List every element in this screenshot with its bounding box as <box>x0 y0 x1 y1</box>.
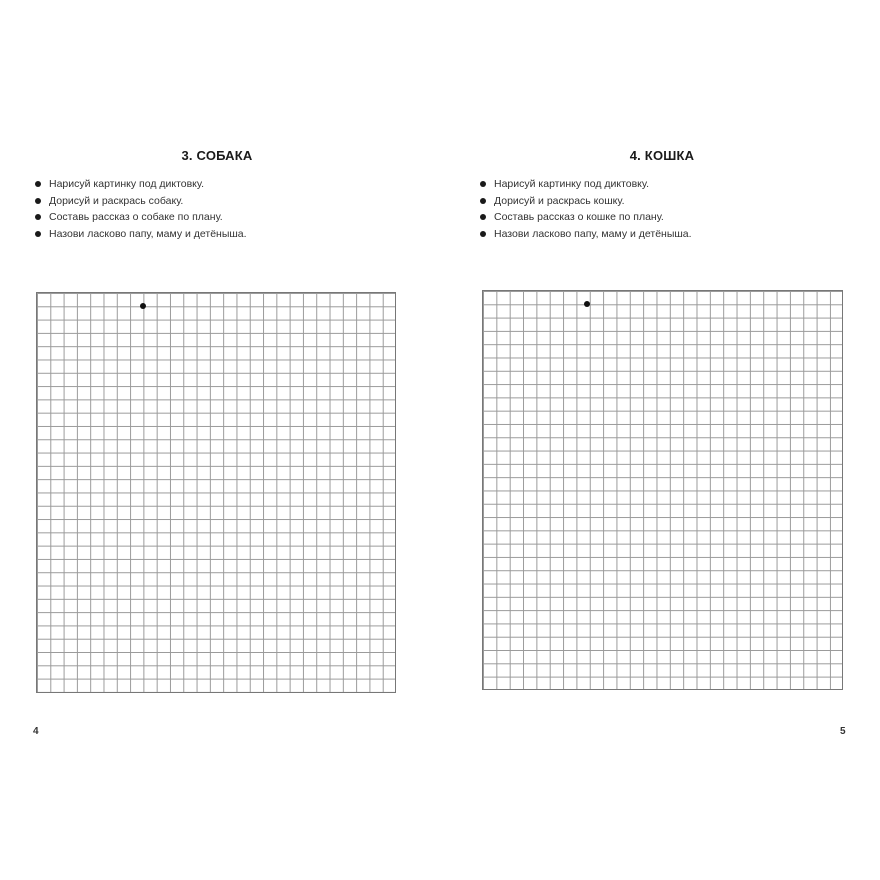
bullet-icon <box>480 181 486 187</box>
bullet-icon <box>480 231 486 237</box>
list-item <box>478 226 692 243</box>
task-text: Дорисуй и раскрась собаку. <box>49 194 184 207</box>
task-text: Назови ласково папу, маму и детёныша. <box>49 227 247 240</box>
bullet-icon <box>35 214 41 220</box>
page-title: 3. СОБАКА <box>181 148 253 163</box>
bullet-icon <box>480 198 486 204</box>
bullet-icon <box>35 198 41 204</box>
list-item <box>33 176 247 193</box>
task-text: Дорисуй и раскрась кошку. <box>494 194 625 207</box>
bullet-icon <box>480 214 486 220</box>
task-text: Составь рассказ о собаке по плану. <box>49 211 223 223</box>
task-text: Назови ласково папу, маму и детёныша. <box>494 227 692 240</box>
list-item <box>33 193 247 210</box>
task-text: Составь рассказ о кошке по плану. <box>494 211 664 223</box>
page-title: 4. КОШКА <box>629 148 695 163</box>
list-item <box>478 209 692 226</box>
drawing-grid[interactable] <box>36 292 396 693</box>
page-number: 4 <box>33 726 39 737</box>
start-point-dot <box>584 301 590 307</box>
list-item <box>33 226 247 243</box>
bullet-icon <box>35 231 41 237</box>
right-page <box>440 0 880 880</box>
list-item <box>33 209 247 226</box>
list-item <box>478 176 692 193</box>
task-text: Нарисуй картинку под диктовку. <box>494 178 650 190</box>
page-number: 5 <box>840 726 846 737</box>
drawing-grid[interactable] <box>482 290 843 690</box>
bullet-icon <box>35 181 41 187</box>
start-point-dot <box>140 303 146 309</box>
task-text: Нарисуй картинку под диктовку. <box>49 178 205 190</box>
list-item <box>478 193 692 210</box>
task-list <box>33 176 247 242</box>
task-list <box>478 176 692 242</box>
